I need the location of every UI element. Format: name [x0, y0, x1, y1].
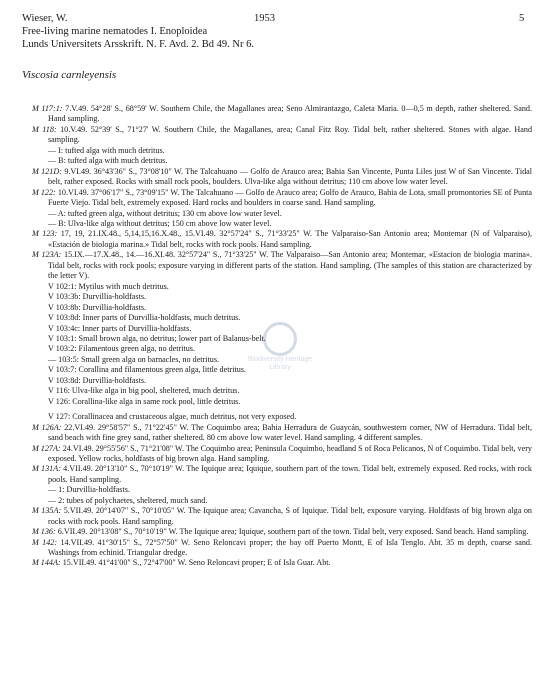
station-entry [32, 125, 532, 146]
station-reference: M 126A: [32, 422, 62, 432]
station-description: V 127: Corallinacea and crustaceous algae, much detritus, not very exposed. [48, 412, 297, 422]
sample-entry [32, 386, 532, 396]
sample-entry [32, 156, 532, 166]
station-entry [32, 444, 532, 465]
station-description: — I: tufted alga with much detritus. [48, 145, 165, 155]
station-description: 5.VII.49. 20°14'07" S., 70°10'05" W. The Iquique area; Cavancha, S of Iquique. Tidal belt, exposure varying. Holdfasts of big brown alga on rocks with rock pools. Hand sampling. [48, 506, 532, 526]
sample-entry [32, 397, 532, 407]
station-reference: M 127A: [32, 443, 61, 453]
sample-entry [32, 303, 532, 313]
watermark-line-1: Biodiversity Heritage [247, 356, 313, 363]
species-heading: Viscosia carnleyensis [22, 69, 117, 81]
station-entry [32, 464, 532, 485]
station-description: 22.VI.49. 29°58'57" S., 71°22'45" W. The Coquimbo area; Bahia Herradura de Guaycán, southwestern corner, NW of Herradura. Tidal belt, sand beach with fine grey sand, rather sheltered. 80 cm above low water level. Hand sampling. 4 different samples. [48, 422, 532, 443]
station-entry [32, 506, 532, 527]
header-author: Wieser, W. [22, 13, 68, 24]
sample-entry [32, 219, 532, 229]
station-entry [32, 423, 532, 444]
page-number: 5 [519, 13, 525, 24]
station-reference: M 123A: [32, 250, 62, 260]
station-reference: M 144A: [32, 558, 61, 568]
station-description: 14.VII.49. 41°30'15" S., 72°57'50" W. Seno Reloncavi proper; the bay off Puerto Montt, E of Isla Tenglo. Abt. 35 m depth, coarse sand. Washings from echinid. Triangular dredge. [48, 537, 532, 558]
station-reference: M 123: [32, 229, 58, 239]
station-description: V 103:3b: Durvillia-holdfasts. [48, 292, 147, 302]
station-reference: M 142: [32, 537, 58, 547]
station-description: V 103:2: Filamentous green alga, no detritus. [48, 344, 195, 354]
station-description: 10.VI.49. 37°06'17" S., 73°09'15" W. The Talcahuano — Golfo de Arauco area; Golfo de Arauco, Bahia de Lota, small promontories SE of Punta Fuerte Viejo. Tidal belt, extremely exposed. Hard rocks and boulders in coarse sand. Hand sampling. [48, 187, 532, 208]
sample-entry [32, 496, 532, 506]
station-description: — 103:5: Small green alga on barnacles, no detritus. [48, 354, 220, 364]
station-description: — 1: Durvillia-holdfasts. [48, 485, 130, 495]
station-entry [32, 229, 532, 250]
station-description: V 103:1: Small brown alga, no detritus; lower part of Balanus-belt. [48, 333, 266, 343]
station-description: 4.VII.49. 20°13'10" S., 70°10'19" W. The Iquique area; Iquique, southern part of the town. Tidal belt, extremely exposed. Red rocks, with rock pools. Hand sampling. [48, 464, 532, 484]
station-entry [32, 167, 532, 188]
station-description: — A: tufted green alga, without detritus; 130 cm above low water level. [48, 208, 282, 218]
station-entry [32, 188, 532, 209]
station-description: V 116: Ulva-like alga in big pool, sheltered, much detritus. [48, 386, 240, 396]
sample-entry [32, 485, 532, 495]
station-description: V 103:4c: Inner parts of Durvillia-holdfasts. [48, 323, 192, 333]
station-description: V 103:7: Corallina and filamentous green alga, little detritus. [48, 365, 246, 375]
station-description: 9.VI.49. 36°43'36" S., 73°08'10" W. The Talcahuano — Golfo de Arauco area; Bahia San Vincente, Punta Liles just W of San Vincente. Tidal belt, rather exposed. Rocks with small rock pools, boulders. Ulva-like alga without detritus; 110 cm above low water level. [48, 166, 533, 187]
station-description: 24.VI.49. 29°55'56" S., 71°21'08" W. The Coquimbo area; Peninsula Coquimbo, headland S of Roca Pelicanos, N of Coquimbo. Tidal belt, very exposed. Yellow rocks, holdfasts of big brown alga. Hand sampling. [48, 443, 532, 463]
sample-entry [32, 282, 532, 292]
station-description: 10.V.49. 52°39' S., 71°27' W. Southern Chile, the Magallanes, area; Canal Fitz Roy. Tidal belt, rather sheltered. Stones with algae. Hand sampling. [48, 124, 533, 145]
library-watermark [205, 322, 355, 382]
station-reference: M 118: [32, 124, 57, 134]
sample-entry [32, 146, 532, 156]
station-reference: M 136: [32, 527, 56, 537]
station-entry [32, 558, 532, 568]
station-description: V 103:8b: Durvillia-holdfasts. [48, 302, 147, 312]
station-description: 17, 19, 21.IX.48., 5,14,15,16.X.48., 15.VI.49. 32°57'24" S., 71°33'25" W. The Valparaiso-San Antonio area; Montemar (N of Valparaiso), «Estación de biologia marina.» Tidal belt, rocks with rock pools. Hand sampling. [48, 229, 532, 249]
station-description: V 126: Corallina-like alga in same rock pool, little detritus. [48, 396, 241, 406]
station-reference: M 135A: [32, 506, 62, 516]
station-description: — 2: tubes of polychaetes, sheltered, much sand. [48, 495, 208, 505]
station-reference: M 121D: [32, 166, 62, 176]
sample-entry [32, 292, 532, 302]
station-description: 15.VII.49. 41°41'00" S., 72°47'00" W. Seno Reloncavi proper; E of Isla Guar. Abt. [60, 558, 331, 568]
station-reference: M 117:1: [32, 104, 63, 113]
station-description: V 103:8d: Inner parts of Durvillia-holdfasts, much detritus. [48, 313, 241, 323]
station-entry [32, 250, 532, 281]
station-description: 7.V.49. 54°28' S., 68°59' W. Southern Chile, the Magallanes area; Seno Almirantazgo, Caleta Maria. 0—0,5 m depth, rather sheltered. Sand. Hand sampling. [48, 104, 533, 124]
header-journal: Lunds Universitets Arsskrift. N. F. Avd. 2. Bd 49. Nr 6. [22, 39, 255, 50]
station-description: — B: Ulva-like alga without detritus; 150 cm above low water level. [48, 218, 272, 228]
station-description: 15.IX.—17.X.48., 14.—16.XI.48. 32°57'24" S., 71°33'25" W. The Valparaiso—San Antonio area; Montemar, «Estacion de biologia marina». Tidal belt, rocks with rock pools; exposure varying in different parts of the station. Hand sampling. (The samples of this station are characterized by the letter V). [48, 250, 532, 281]
sample-entry [32, 412, 532, 422]
header-series-title: Free-living marine nematodes I. Enoploidea [22, 26, 208, 37]
watermark-logo-icon [263, 322, 297, 356]
station-description: 6.VII.49. 20°13'08" S., 70°10'19" W. The Iquique area; Iquique, southern part of the town. Tidal belt, very exposed. Sand beach. Hand sampling. [55, 527, 529, 537]
header-year: 1953 [254, 13, 275, 24]
station-description: V 102:1: Mytilus with much detritus. [48, 281, 169, 291]
station-entry [32, 104, 532, 125]
station-description: V 103:8d: Durvillia-holdfasts. [48, 375, 147, 385]
station-reference: M 131A: [32, 464, 61, 474]
watermark-line-2: Library [269, 364, 291, 371]
station-reference: M 122: [32, 187, 56, 197]
sample-entry [32, 209, 532, 219]
station-entry [32, 527, 532, 537]
station-description: — B: tufted alga with much detritus. [48, 156, 168, 166]
station-entry [32, 538, 532, 559]
